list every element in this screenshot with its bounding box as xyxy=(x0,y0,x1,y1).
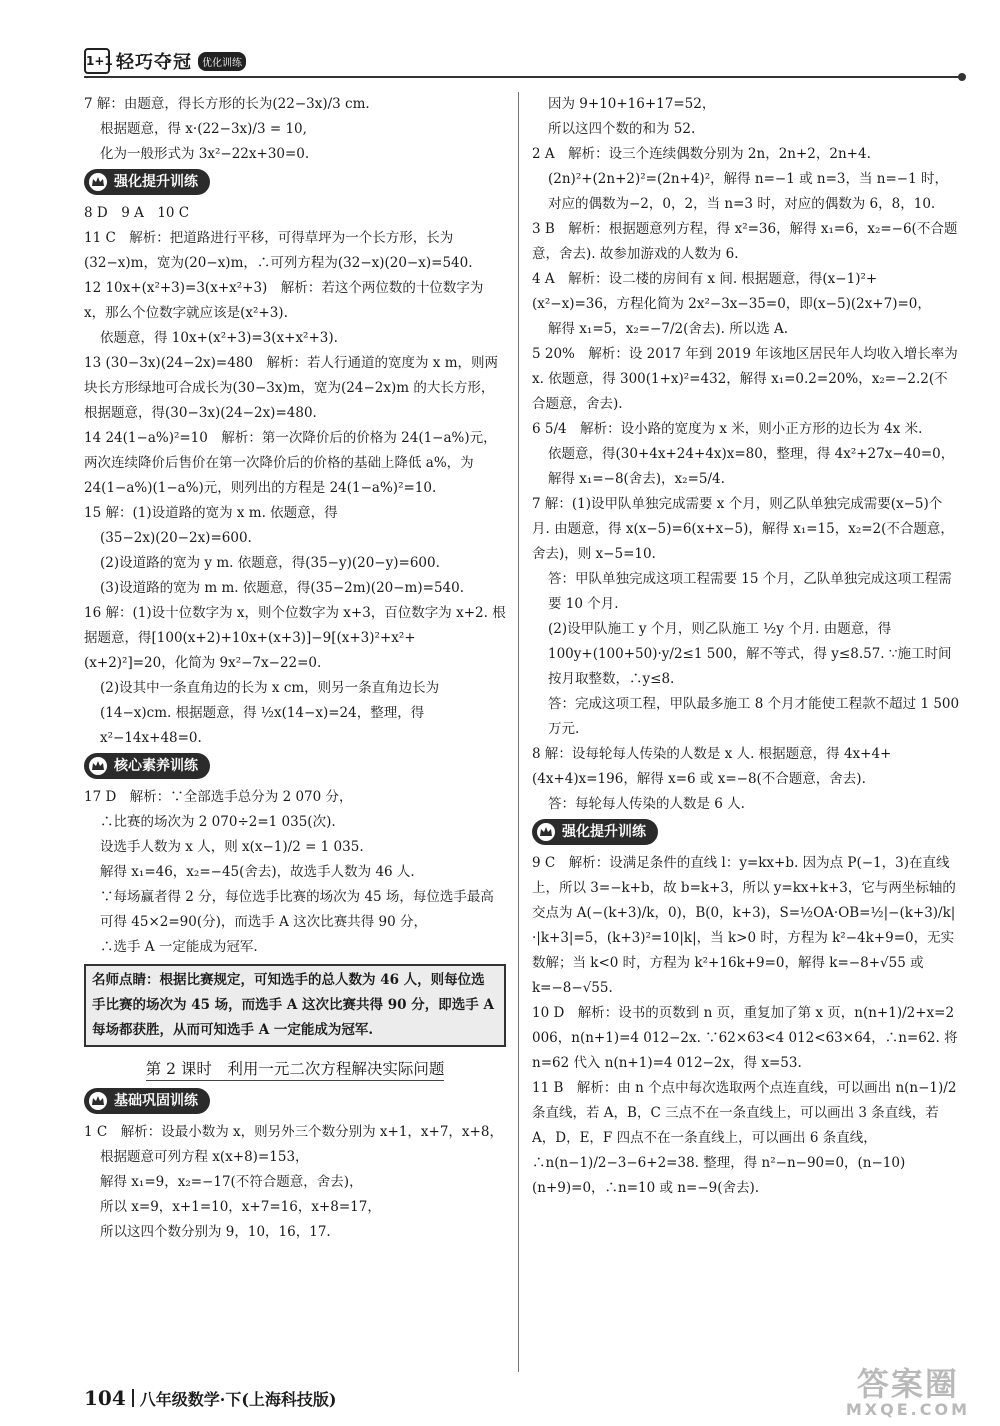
answer-line: 13 (30−3x)(24−2x)=480 解析：若人行通道的宽度为 x m，则两块长方形绿地可合成长为(30−3x)m，宽为(24−2x)m 的大长方形，根据题意，得(30−3x)(24−2x)=480. xyxy=(84,355,498,421)
answer-line: 100y+(100+50)·y/2≤1 500，解不等式，得 y≤8.57. ∵施工时间按月取整数，∴y≤8. xyxy=(548,646,952,687)
answer-line: 因为 9+10+16+17=52， xyxy=(548,96,716,112)
section-title: 强化提升训练 xyxy=(562,824,646,840)
crown-icon xyxy=(88,1091,108,1111)
lesson-title-text: 第 2 课时 利用一元二次方程解决实际问题 xyxy=(146,1060,445,1081)
answer-line: 11 B 解析：由 n 个点中每次选取两个点连直线，可以画出 n(n−1)/2 条直线，若 A，B，C 三点不在一条直线上，可以画出 3 条直线，若 A，D，E，F 四点不在一条直线上，可以画出 6 条直线，∴n(n−1)/2−3−6+2=38. 整理，得 n²−n−90=0，(n−10)(n+9)=0，∴n=10 或 n=−9(舍去). xyxy=(532,1080,957,1196)
answer-line: 14 24(1−a%)²=10 解析：第一次降价后的价格为 24(1−a%)元，两次连续降价后售价在第一次降价后的价格的基础上降低 a%，为 24(1−a%)(1−a%)元，则列出的方程是 24(1−a%)²=10. xyxy=(84,430,497,496)
answer-line: 3 B 解析：根据题意列方程，得 x²=36，解得 x₁=6，x₂=−6(不合题意，舍去). 故参加游戏的人数为 6. xyxy=(532,221,958,262)
answer-line: 8 D 9 A 10 C xyxy=(84,205,190,221)
answer-line: 答：每轮每人传染的人数是 6 人. xyxy=(548,796,745,812)
answer-line: 解得 x₁=−8(舍去)，x₂=5/4. xyxy=(548,471,725,487)
answer-line: 11 C 解析：把道路进行平移，可得草坪为一个长方形，长为(32−x)m，宽为(20−x)m，∴可列方程为(32−x)(20−x)=540. xyxy=(84,230,473,271)
answer-line: 根据题意可列方程 x(x+8)=153， xyxy=(100,1149,309,1165)
answer-line: (35−2x)(20−2x)=600. xyxy=(100,530,252,546)
right-column xyxy=(532,92,960,1201)
answer-line: 解得 x₁=9，x₂=−17(不符合题意，舍去)， xyxy=(100,1174,363,1190)
answer-line: 9 C 解析：设满足条件的直线 l：y=kx+b. 因为点 P(−1，3)在直线上，所以 3=−k+b，故 b=k+3，所以 y=kx+k+3，它与两坐标轴的交点为 A(−(k+3)/k，0)，B(0，k+3)，S=½OA·OB=½|−(k+3)/k|·|k+3|=5，(k+3)²=10|k|，当 k>0 时，方程为 k²−4k+9=0，无实数解；当 k<0 时，方程为 k²+16k+9=0，解得 k=−8+√55 或 k=−8−√55. xyxy=(532,855,956,996)
book-title: 八年级数学·下(上海科技版) xyxy=(139,1389,337,1409)
answer-line: 解得 x₁=5，x₂=−7/2(舍去). 所以选 A. xyxy=(548,321,789,337)
answer-line: 所以这四个数分别为 9，10，16，17. xyxy=(100,1224,331,1240)
answer-line: ∵每场赢者得 2 分，每位选手比赛的场次为 45 场，每位选手最高可得 45×2=90(分)，而选手 A 这次比赛共得 90 分， xyxy=(100,889,494,930)
header-divider xyxy=(84,76,962,78)
section-heading-strengthen xyxy=(84,169,210,195)
answer-line: 7 解：由题意，得长方形的长为(22−3x)/3 cm. xyxy=(84,96,370,112)
section-heading-core xyxy=(84,753,210,779)
answer-line: 答：甲队单独完成这项工程需要 15 个月，乙队单独完成这项工程需要 10 个月. xyxy=(548,571,952,612)
answer-line: 17 D 解析：∵全部选手总分为 2 070 分， xyxy=(84,789,353,805)
footer-divider xyxy=(132,1389,134,1407)
answer-line: 设选手人数为 x 人，则 x(x−1)/2 = 1 035. xyxy=(100,839,364,855)
header-dot-icon xyxy=(958,73,966,81)
page-number: 104 xyxy=(84,1386,126,1410)
answer-line: 12 10x+(x²+3)=3(x+x²+3) 解析：若这个两位数的十位数字为 x，那么个位数字就应该是(x²+3). xyxy=(84,280,484,321)
answer-line: 4 A 解析：设二楼的房间有 x 间. 根据题意，得(x−1)²+(x²−x)=36，方程化简为 2x²−3x−35=0，即(x−5)(2x+7)=0， xyxy=(532,271,931,312)
answer-line: 所以这四个数的和为 52. xyxy=(548,121,696,137)
column-divider xyxy=(518,92,519,1372)
answer-line: 所以 x=9，x+1=10，x+7=16，x+8=17， xyxy=(100,1199,381,1215)
answer-line: 化为一般形式为 3x²−22x+30=0. xyxy=(100,146,310,162)
answer-line: 依题意，得 10x+(x²+3)=3(x+x²+3). xyxy=(100,330,338,346)
answer-line: ∴选手 A 一定能成为冠军. xyxy=(100,939,258,955)
watermark-url: MXQE.COM xyxy=(845,1400,970,1419)
section-title: 强化提升训练 xyxy=(114,174,198,190)
answer-line: (3)设道路的宽为 m m. 依题意，得(35−2m)(20−m)=540. xyxy=(100,580,464,596)
page-footer xyxy=(84,1386,336,1410)
answer-line: (2n)²+(2n+2)²=(2n+4)²，解得 n=−1 或 n=3，当 n=−1 时，对应的偶数为−2，0，2，当 n=3 时，对应的偶数为 6，8，10. xyxy=(548,171,948,212)
section-title: 基础巩固训练 xyxy=(114,1093,198,1109)
teacher-tip-box: 名师点睛：根据比赛规定，可知选手的总人数为 46 人，则每位选手比赛的场次为 45 场，而选手 A 这次比赛共得 90 分，即选手 A 每场都获胜，从而可知选手 A 一定能成为冠军. xyxy=(84,964,506,1047)
brand-logo-icon: 1+1 xyxy=(84,48,110,74)
answer-line: 依题意，得(30+4x+24+4x)x=80，整理，得 4x²+27x−40=0， xyxy=(548,446,955,462)
answer-line: 答：完成这项工程，甲队最多施工 8 个月才能使工程款不超过 1 500 万元. xyxy=(548,696,960,737)
lesson-title xyxy=(84,1057,506,1082)
answer-line: (2)设道路的宽为 y m. 依题意，得(35−y)(20−y)=600. xyxy=(100,555,440,571)
answer-line: 5 20% 解析：设 2017 年到 2019 年该地区居民年人均收入增长率为 x. 依题意，得 300(1+x)²=432，解得 x₁=0.2=20%，x₂=−2.2(不合题意，舍去). xyxy=(532,346,958,412)
watermark xyxy=(845,1365,970,1419)
answer-line: 8 解：设每轮每人传染的人数是 x 人. 根据题意，得 4x+4+(4x+4)x=196，解得 x=6 或 x=−8(不合题意，舍去). xyxy=(532,746,892,787)
answer-line: (2)设甲队施工 y 个月，则乙队施工 ½y 个月. 由题意，得 xyxy=(548,621,892,637)
answer-line: 6 5/4 解析：设小路的宽度为 x 米，则小正方形的边长为 4x 米. xyxy=(532,421,923,437)
answer-line: (2)设其中一条直角边的长为 x cm，则另一条直角边长为(14−x)cm. 根据题意，得 ½x(14−x)=24，整理，得 x²−14x+48=0. xyxy=(100,680,440,746)
answer-line: ∴比赛的场次为 2 070÷2=1 035(次). xyxy=(100,814,336,830)
answer-line: 1 C 解析：设最小数为 x，则另外三个数分别为 x+1，x+7，x+8， xyxy=(84,1124,503,1140)
brand-header xyxy=(84,48,246,74)
answer-line: 10 D 解析：设书的页数到 n 页，重复加了第 x 页，n(n+1)/2+x=2 006，n(n+1)=4 012−2x. ∵62×63<4 012<63×64，∴n=62. 将 n=62 代入 n(n+1)=4 012−2x，得 x=53. xyxy=(532,1005,958,1071)
crown-icon xyxy=(88,172,108,192)
answer-line: 7 解：(1)设甲队单独完成需要 x 个月，则乙队单独完成需要(x−5)个月. 由题意，得 x(x−5)=6(x+x−5)，解得 x₁=15，x₂=2(不合题意，舍去)，则 x−5=10. xyxy=(532,496,954,562)
section-heading-strengthen-2 xyxy=(532,819,658,845)
crown-icon xyxy=(88,756,108,776)
answer-line: 根据题意，得 x·(22−3x)/3 = 10, xyxy=(100,121,307,137)
answer-line: 解得 x₁=46，x₂=−45(舍去)，故选手人数为 46 人. xyxy=(100,864,415,880)
brand-title: 轻巧夺冠 xyxy=(116,52,192,73)
answer-line: 16 解：(1)设十位数字为 x，则个位数字为 x+3，百位数字为 x+2. 根据题意，得[100(x+2)+10x+(x+3)]−9[(x+3)²+x²+(x+2)²]=20，化简为 9x²−7x−22=0. xyxy=(84,605,506,671)
answer-line: 2 A 解析：设三个连续偶数分别为 2n，2n+2，2n+4. xyxy=(532,146,871,162)
section-title: 核心素养训练 xyxy=(114,758,198,774)
answer-line: 15 解：(1)设道路的宽为 x m. 依题意，得 xyxy=(84,505,338,521)
crown-icon xyxy=(536,822,556,842)
section-heading-basic xyxy=(84,1088,210,1114)
left-column xyxy=(84,92,506,1245)
watermark-text: 答案圈 xyxy=(856,1365,959,1403)
series-badge: 优化训练 xyxy=(198,52,246,71)
